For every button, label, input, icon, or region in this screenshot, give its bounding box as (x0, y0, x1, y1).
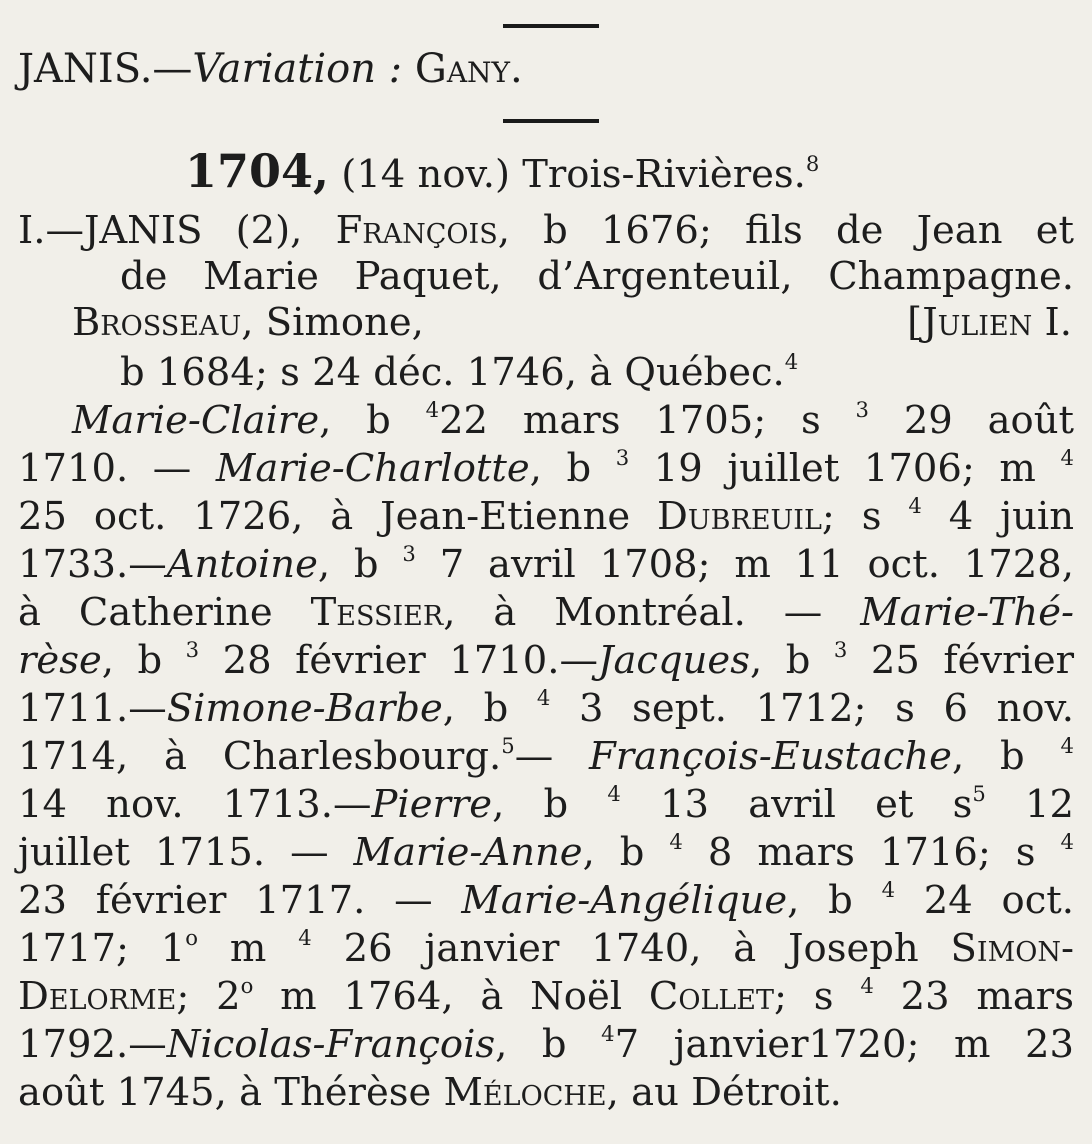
marriage-date-place: (14 nov.) Trois-Rivières. (341, 152, 806, 197)
middle-rule (503, 119, 599, 123)
child-name: Nicolas-François (166, 1022, 496, 1067)
spouse-father-bracket: [ (907, 300, 923, 345)
text: 4 juin (948, 494, 1074, 539)
child-name: Marie-Claire (72, 398, 320, 443)
children-line-10 (18, 830, 1074, 876)
note-ref: 3 (855, 397, 870, 423)
text: juillet 1715. — (18, 830, 354, 875)
text: ; s (821, 494, 909, 539)
text: 1717; 1 (18, 926, 186, 971)
text: 1733.— (18, 542, 167, 587)
text: , b (495, 1022, 602, 1067)
spouse-dates: b 1684; s 24 déc. 1746, à Québec. (120, 350, 785, 395)
children-line-4 (18, 542, 1074, 588)
children-line-5 (18, 590, 1074, 636)
note-ref: 3 (402, 541, 416, 567)
text: ; 2 (176, 974, 241, 1019)
text: , b (529, 446, 616, 491)
entry-line-3-right (907, 300, 1072, 346)
heading-line (18, 44, 523, 94)
text: 3 sept. 1712; s 6 nov. (578, 686, 1074, 731)
spouse-surname: Brosseau (72, 300, 242, 345)
text: 1714, à Charlesbourg. (18, 734, 502, 779)
text: 28 février 1710.— (222, 638, 599, 683)
text: 23 mars (900, 974, 1074, 1019)
children-line-3 (18, 494, 1074, 540)
children-line-2 (18, 446, 1074, 492)
text: 14 nov. 1713.— (18, 782, 372, 827)
surname: Collet (648, 974, 775, 1019)
note-ref: 4 (1060, 733, 1074, 759)
text: août 1745, à Thérèse (18, 1070, 444, 1115)
text: 25 oct. 1726, à Jean-Etienne (18, 494, 658, 539)
children-line-9 (18, 782, 1074, 828)
entry-line-1 (18, 208, 1074, 254)
child-name: rèse (18, 638, 102, 683)
note-ref: 4 (881, 877, 896, 903)
child-name: Simone-Barbe (166, 686, 443, 731)
text: 29 août (903, 398, 1074, 443)
children-line-13 (18, 974, 1074, 1020)
note-ref: 4 (860, 973, 874, 999)
child-name: Marie-Angélique (461, 878, 788, 923)
text: , b (749, 638, 834, 683)
note-ref: 4 (425, 397, 440, 423)
text: , b (951, 734, 1061, 779)
note-ref: 4 (784, 349, 799, 375)
heading-variation: Gany. (414, 46, 523, 92)
text: 1711.— (18, 686, 167, 731)
surname: Delorme (18, 974, 177, 1019)
heading-surname: JANIS.— (18, 46, 193, 92)
text: 24 oct. (923, 878, 1074, 923)
ordinal: o (185, 925, 199, 951)
child-name: Pierre (371, 782, 493, 827)
child-name: Marie-Thé- (860, 590, 1074, 635)
child-name: Marie-Anne (353, 830, 583, 875)
text: 1792.— (18, 1022, 167, 1067)
note-ref: 4 (536, 685, 551, 711)
text: 13 avril et s (660, 782, 973, 827)
text: 1710. — (18, 446, 216, 491)
text: 23 février 1717. — (18, 878, 462, 923)
entry-line-4 (120, 350, 798, 396)
child-name: Marie-Charlotte (215, 446, 530, 491)
children-line-1 (72, 398, 1074, 444)
note-ref: 3 (833, 637, 848, 663)
heading-variation-label: Variation : (192, 46, 403, 92)
top-rule (503, 24, 599, 28)
marriage-line (185, 145, 819, 201)
text: 19 juillet 1706; m (653, 446, 1061, 491)
note-ref: 4 (908, 493, 922, 519)
surname: Méloche (443, 1070, 607, 1115)
children-line-12 (18, 926, 1074, 972)
entry-line-2 (120, 254, 1074, 300)
entry-number-name: I.—JANIS (2), (18, 208, 336, 253)
note-ref: 3 (615, 445, 630, 471)
entry-origin: de Marie Paquet, d’Argenteuil, Champagne. (120, 254, 1074, 299)
children-line-8 (18, 734, 1074, 780)
text: 8 mars 1716; s (707, 830, 1061, 875)
text: — (514, 734, 590, 779)
text: , b (442, 686, 537, 731)
spouse-father: Julien (922, 300, 1033, 345)
spouse-given-name: , Simone, (241, 300, 424, 345)
child-name: Jacques (598, 638, 750, 683)
note-ref: 5 (501, 733, 515, 759)
entry-given-name: François (335, 208, 498, 253)
entry-parents: , b 1676; fils de Jean et (497, 208, 1074, 253)
text: , b (582, 830, 670, 875)
marriage-year: 1704, (185, 144, 330, 198)
text: , au Détroit. (606, 1070, 842, 1115)
entry-line-3 (72, 300, 424, 346)
children-line-6 (18, 638, 1074, 684)
note-ref: 4 (298, 925, 312, 951)
text: 12 (1025, 782, 1075, 827)
text: , b (492, 782, 608, 827)
ordinal: o (240, 973, 254, 999)
text: ; s (774, 974, 861, 1019)
note-ref: 4 (607, 781, 621, 807)
note-ref: 4 (669, 829, 683, 855)
surname: Simon- (950, 926, 1075, 971)
note-ref: 4 (1060, 445, 1075, 471)
text: , b (317, 542, 403, 587)
text: , b (319, 398, 426, 443)
text: 25 février (870, 638, 1075, 683)
note-ref: 5 (972, 781, 986, 807)
note-ref: 4 (1060, 829, 1074, 855)
children-line-14 (18, 1022, 1074, 1068)
text: 7 avril 1708; m 11 oct. 1728, (439, 542, 1074, 587)
note-ref: 3 (185, 637, 200, 663)
spouse-father-gen: I. (1032, 300, 1072, 345)
child-name: Antoine (166, 542, 318, 587)
text: 22 mars 1705; s (439, 398, 856, 443)
text: 26 janvier 1740, à Joseph (343, 926, 951, 971)
children-line-15 (18, 1070, 842, 1116)
text: m 1764, à Noël (253, 974, 649, 1019)
children-line-11 (18, 878, 1074, 924)
child-name: François-Eustache (589, 734, 952, 779)
text: 7 janvier1720; m 23 (614, 1022, 1074, 1067)
children-line-7 (18, 686, 1074, 732)
text: , b (101, 638, 186, 683)
text: , à Montréal. — (443, 590, 861, 635)
surname: Tessier (310, 590, 444, 635)
surname: Dubreuil (657, 494, 822, 539)
note-ref: 4 (601, 1021, 615, 1047)
marriage-note: 8 (805, 151, 820, 177)
text: , b (787, 878, 882, 923)
text: à Catherine (18, 590, 311, 635)
text: m (198, 926, 299, 971)
